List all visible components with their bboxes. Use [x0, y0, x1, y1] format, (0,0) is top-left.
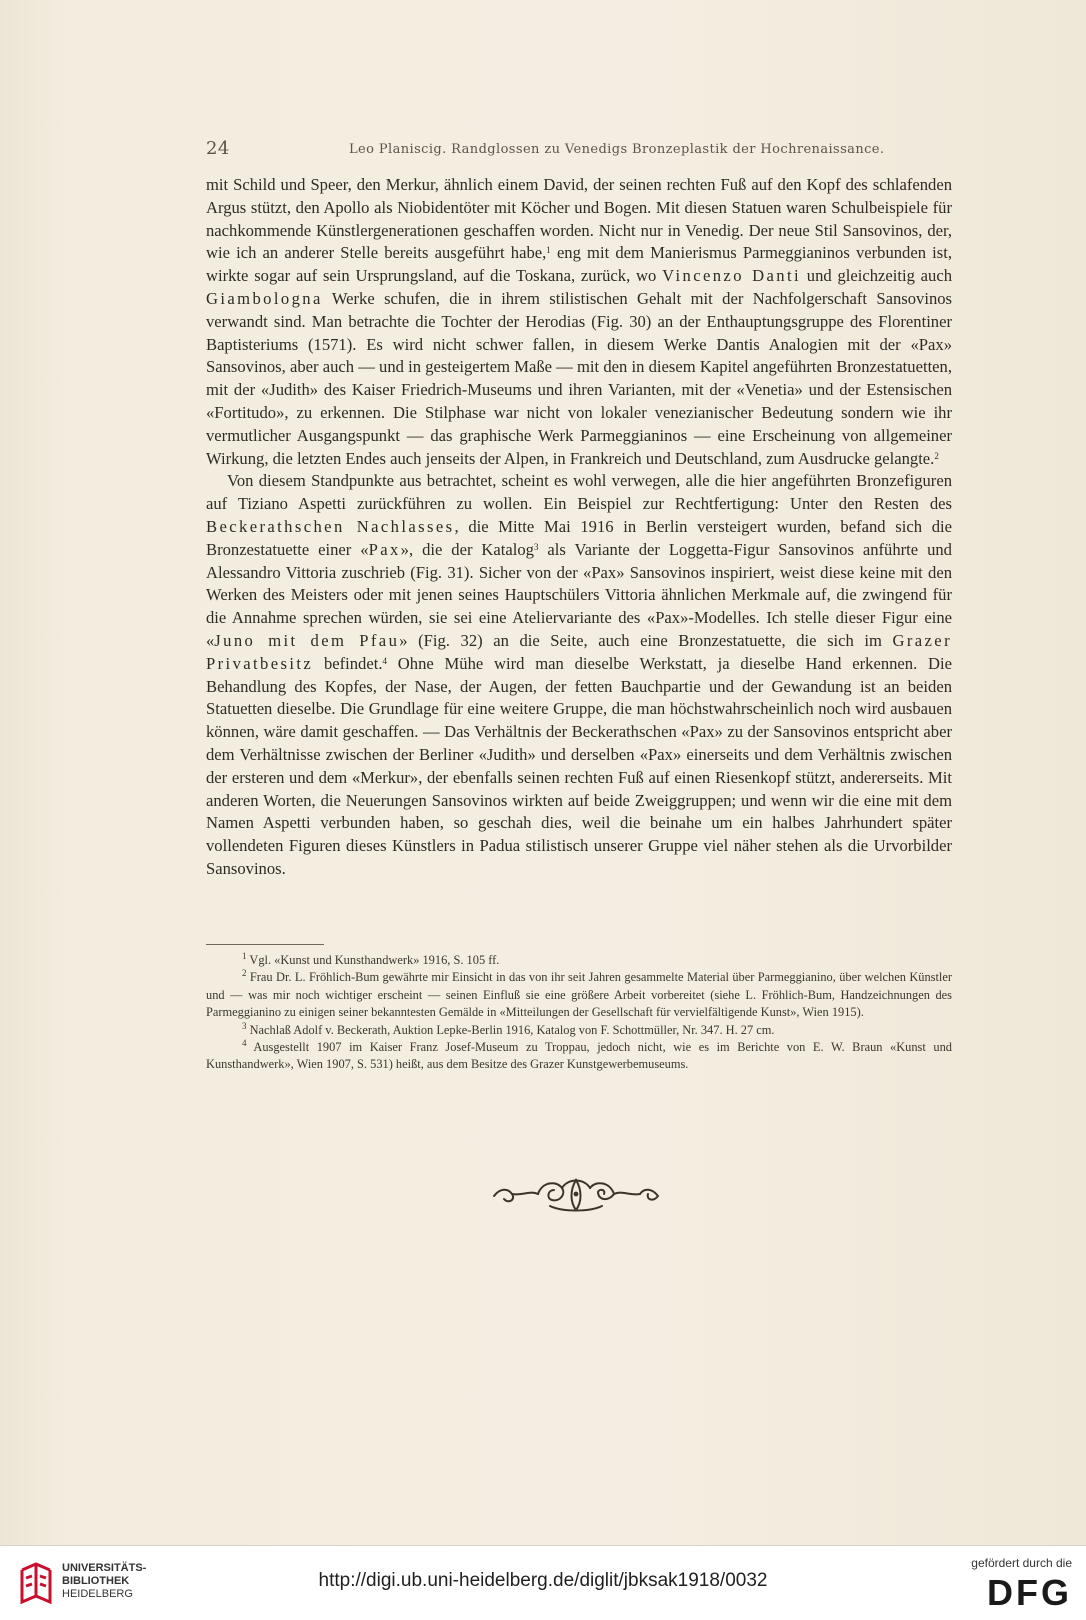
- work-pax: Pax: [368, 539, 401, 559]
- paragraph-1: mit Schild und Speer, den Merkur, ähnlich einem David, der seinen rechten Fuß auf den Kopf des schlafenden Argus stützt, den Apollo als Niobidentöter mit Köcher und Bogen. Mit diesen Statuen waren Schulbeispiele für nachkommende Künstlergenerationen geschaffen worden. Nicht nur in Venedig. Der neue Stil Sansovinos, der, wie ich an anderer Stelle bereits ausgeführt habe,$^1$ eng mit dem Manierismus Parmeggianinos verbunden ist, wirkte sogar auf sein Ursprungsland, auf die Toskana, zurück, wo Vincenzo Danti und gleichzeitig auch Giambologna Werke schufen, die in ihrem stilistischen Gehalt mit der Nachfolgerschaft Sansovinos verwandt sind. Man betrachte die Tochter der Herodias (Fig. 30) an der Enthauptungsgruppe des Florentiner Baptisteriums (1571). Es wird nicht schwer fallen, in diesem Werke Dantis Analogien mit der «Pax» Sansovinos, aber auch — und in gesteigertem Maße — mit den in diesem Kapitel angeführten Bronzestatuetten, mit der «Judith» des Kaiser Friedrich-Museums und ihren Varianten, mit der «Venetia» und der Estensischen «Fortitudo», zu erkennen. Die Stilphase war nicht von lokaler venezianischer Bedeutung sondern wie ihr vermutlicher Ausgangspunkt — das graphische Werk Parmeggianinos — eine Erscheinung von allgemeiner Wirkung, die letzten Endes auch jenseits der Alpen, in Frankreich und Deutschland, zum Ausdrucke gelangte.$^2$: [206, 175, 953, 468]
- running-title: Leo Planiscig. Randglossen zu Venedigs Bronzeplastik der Hochrenaissance.: [349, 142, 885, 157]
- footnote-2: $^2$ Frau Dr. L. Fröhlich-Bum gewährte mir Einsicht in das von ihr seit Jahren gesammelte Material über Parmeggianino, über welchen Künstler und — was mir noch wichtiger erscheint — seinen Einfluß sie eine größere Arbeit vorbereitet (siehe L. Fröhlich-Bum, Handzeichnungen des Parmeggianino zu einigen seiner bekanntesten Gemälde in «Mitteilungen der Gesellschaft für vervielfältigende Kunst», Wien 1915).: [206, 968, 952, 1020]
- footnote-ref-1: 1: [546, 245, 551, 256]
- footnote-3: $^3$ Nachlaß Adolf v. Beckerath, Auktion Lepke-Berlin 1916, Katalog von F. Schottmüller, Nr. 347. H. 27 cm.: [242, 1020, 775, 1037]
- funder-label: gefördert durch die: [971, 1556, 1072, 1570]
- artist-name-giambologna: Giambologna: [206, 288, 323, 308]
- body-text: [206, 174, 952, 881]
- footnote-divider: [206, 944, 324, 945]
- footnote-4: $^4$ Ausgestellt 1907 im Kaiser Franz Josef-Museum zu Troppau, jedoch nicht, wie es im Berichte von E. W. Braun «Kunst und Kunsthandwerk», Wien 1907, S. 531) heißt, aus dem Besitze des Grazer Kunstgewerbemuseums.: [206, 1038, 952, 1072]
- work-juno: Juno mit dem Pfau: [214, 630, 400, 650]
- footnote-ref-3: 3: [533, 541, 539, 552]
- page-number: 24: [206, 138, 230, 159]
- footnote-1: $^1$ Vgl. «Kunst und Kunsthandwerk» 1916, S. 105 ff.: [242, 951, 500, 967]
- dfg-logo: DFG: [987, 1572, 1072, 1613]
- library-name: UNIVERSITÄTS- BIBLIOTHEK HEIDELBERG: [62, 1562, 147, 1600]
- collection-beckerath: Beckerathschen Nachlasses: [206, 516, 455, 536]
- permalink-url[interactable]: http://digi.ub.uni-heidelberg.de/diglit/jbksak1918/0032: [318, 1570, 768, 1591]
- collection-graz: Grazer Privatbesitz: [206, 630, 952, 673]
- footnotes: [206, 952, 952, 1074]
- floral-ornament-icon: [490, 1174, 662, 1216]
- footnote-ref-2: 2: [934, 450, 939, 461]
- paragraph-2: Von diesem Standpunkte aus betrachtet, scheint es wohl verwegen, alle die hier angeführten Bronzefiguren auf Tiziano Aspetti zurückführen zu wollen. Ein Beispiel zur Rechtfertigung: Unter den Resten des Beckerathschen Nachlasses, die Mitte Mai 1916 in Berlin versteigert wurden, befand sich die Bronzestatuette einer «Pax», die der Katalog$^3$ als Variante der Loggetta-Figur Sansovinos anführte und Alessandro Vittoria zuschrieb (Fig. 31). Sicher von der «Pax» Sansovinos inspiriert, weist diese keine mit den Werken des Meisters oder mit jenen seines Hauptschülers Vittoria ähnlichen Merkmale auf, die zwingend für die Annahme sprechen würden, sie sei eine Ateliervariante des «Pax»-Modelles. Ich stelle dieser Figur eine «Juno mit dem Pfau» (Fig. 32) an die Seite, auch eine Bronzestatuette, die sich im Grazer Privatbesitz befindet.$^4$ Ohne Mühe wird man dieselbe Werkstatt, ja dieselbe Hand erkennen. Die Behandlung des Kopfes, der Nase, der Augen, der fetten Bauchpartie und der Gewandung ist an beiden Statuetten dieselbe. Die Grundlage für eine weitere Gruppe, die man höchstwahrscheinlich noch wird ausbauen können, wäre damit geschaffen. — Das Verhältnis der Beckerathschen «Pax» zu der Sansovinos entspricht aber dem Verhältnisse zwischen der Berliner «Judith» und derselben «Pax» einerseits und dem Verhältnis zwischen der ersteren und dem «Merkur», der ebenfalls seinen rechten Fuß auf einen Riesenkopf stützt, andererseits. Mit anderen Worten, die Neuerungen Sansovinos wirkten auf beide Zweiggruppen; und wenn wir die eine mit dem Namen Aspetti verbunden haben, so geschah dies, weil die beinahe um ein halbes Jahrhundert später vollendeten Figuren dieses Künstlers in Padua stilistisch unserer Gruppe viel näher stehen als die Urvorbilder Sansovinos.: [206, 471, 952, 878]
- footnote-ref-4: 4: [382, 655, 387, 666]
- artist-name-danti: Vincenzo Danti: [662, 266, 801, 286]
- footer-bar: [0, 1545, 1086, 1620]
